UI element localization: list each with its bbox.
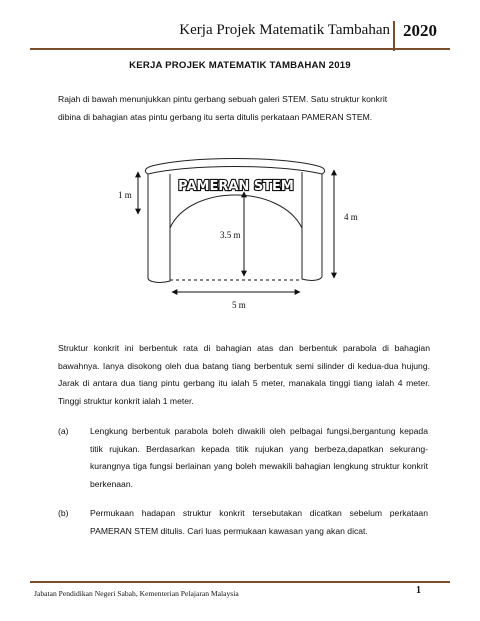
total-height-label: 4 m — [344, 212, 358, 222]
slab-top-edge — [152, 159, 318, 167]
intro-line-2: dibina di bahagian atas pintu gerbang itu serta ditulis perkataan PAMERAN STEM. — [58, 111, 373, 122]
question-a-text: Lengkung berbentuk parabola boleh diwakili oleh pelbagai fungsi,bergantung kepada titik rujukan. Berdasarkan kepada titik rujukan yang berbeza,dapatkan sekurang-kurangnya tiga fungsi berlainan yang boleh mewakili bahagian lengkung struktur konkrit berkenaan. — [90, 426, 428, 489]
question-a-label: (a) — [58, 426, 69, 436]
slab-front-edge — [148, 167, 322, 175]
arch-structure — [145, 159, 324, 283]
question-b-text: Permukaan hadapan struktur konkrit tersebutakan dicatkan sebelum perkataan PAMERAN STEM ditulis. Cari luas permukaan kawasan yang akan dicat. — [90, 508, 428, 536]
parabola-curve — [170, 195, 302, 228]
width-label: 5 m — [232, 300, 246, 310]
page-header — [0, 10, 480, 50]
top-height-label: 1 m — [118, 190, 132, 200]
left-pillar — [145, 166, 170, 282]
intro-paragraph — [58, 91, 430, 126]
running-title: Kerja Projek Matematik Tambahan — [179, 22, 390, 38]
header-year: 2020 — [403, 21, 437, 40]
header-rule — [30, 48, 450, 50]
description-paragraph: Struktur konkrit ini berbentuk rata di bahagian atas dan berbentuk parabola di bahagian bawahnya. Ianya disokong oleh dua batang tiang berbentuk semi silinder di kedua-dua hujung. Jarak di antara dua tiang pintu gerbang itu ialah 5 meter, manakala tinggi tiang ialah 4 meter. Tinggi struktur konkrit ialah 1 meter. — [58, 343, 430, 406]
footer-institution: Jabatan Pendidikan Negeri Sabah, Kementerian Pelajaran Malaysia — [34, 589, 239, 598]
document-title: KERJA PROJEK MATEMATIK TAMBAHAN 2019 — [129, 60, 351, 71]
footer-rule — [30, 581, 450, 583]
question-b-label: (b) — [58, 508, 69, 518]
intro-line-1: Rajah di bawah menunjukkan pintu gerbang sebuah galeri STEM. Satu struktur konkrit — [58, 94, 388, 104]
inner-height-label: 3.5 m — [220, 230, 241, 240]
header-divider — [393, 21, 395, 51]
right-pillar — [302, 166, 325, 280]
arch-diagram — [100, 148, 380, 313]
page-number: 1 — [416, 585, 421, 596]
banner-text: PAMERAN STEM — [178, 179, 294, 194]
